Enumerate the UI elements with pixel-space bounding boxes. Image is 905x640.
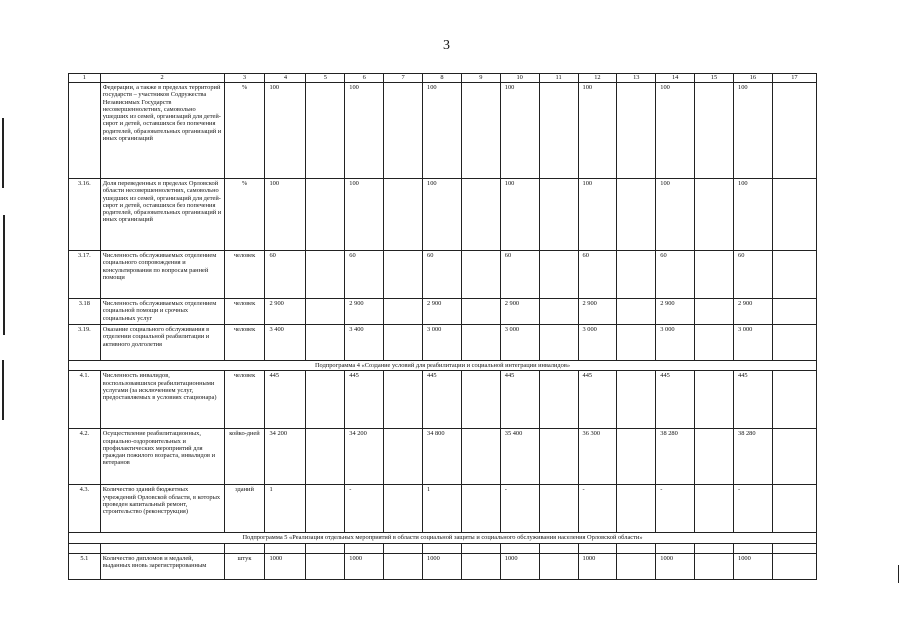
value-cell: 38 280 xyxy=(734,429,773,485)
empty-cell xyxy=(306,299,345,325)
value-cell: 2 900 xyxy=(500,299,539,325)
empty-cell xyxy=(384,543,423,553)
empty-cell xyxy=(461,325,500,361)
indicators-table xyxy=(68,73,817,580)
header-cell: 10 xyxy=(500,74,539,83)
value-cell: 3 000 xyxy=(423,325,462,361)
value-cell: 445 xyxy=(734,371,773,429)
header-cell: 17 xyxy=(772,74,816,83)
empty-cell xyxy=(461,179,500,251)
empty-cell xyxy=(461,429,500,485)
scan-edge-mark xyxy=(898,565,899,583)
unit-cell: зданий xyxy=(224,485,265,533)
empty-cell xyxy=(772,83,816,179)
row-number: 4.2. xyxy=(69,429,101,485)
value-cell: 100 xyxy=(656,179,695,251)
value-cell: 34 800 xyxy=(423,429,462,485)
scan-edge-mark xyxy=(2,360,4,420)
empty-cell xyxy=(69,543,101,553)
value-cell: 60 xyxy=(734,251,773,299)
empty-cell xyxy=(617,325,656,361)
empty-cell xyxy=(265,543,306,553)
header-cell: 9 xyxy=(461,74,500,83)
value-cell: 34 200 xyxy=(265,429,306,485)
empty-cell xyxy=(306,543,345,553)
empty-cell xyxy=(306,553,345,579)
empty-cell xyxy=(617,553,656,579)
empty-cell xyxy=(539,543,578,553)
empty-cell xyxy=(772,179,816,251)
empty-cell xyxy=(772,485,816,533)
row-number: 3.16. xyxy=(69,179,101,251)
value-cell: 3 000 xyxy=(578,325,617,361)
page-number: 3 xyxy=(443,38,450,53)
indicator-name: Численность инвалидов, воспользовавшихся реабилитационными услугами (за исключением услуг, предоставляемых в условиях стационара) xyxy=(100,371,224,429)
row-number: 3.19. xyxy=(69,325,101,361)
empty-cell xyxy=(345,543,384,553)
value-cell: 445 xyxy=(345,371,384,429)
empty-cell xyxy=(617,485,656,533)
empty-cell xyxy=(306,325,345,361)
empty-cell xyxy=(695,553,734,579)
empty-cell xyxy=(539,371,578,429)
section-title: Подпрограмма 5 «Реализация отдельных мероприятий в области социальной защиты и социального обслуживания населения Орловской области» xyxy=(69,533,817,543)
header-cell: 14 xyxy=(656,74,695,83)
value-cell: - xyxy=(345,485,384,533)
indicator-name: Осуществление реабилитационных, социально-оздоровительных и профилактических мероприятий для граждан пожилого возраста, инвалидов и ветеранов xyxy=(100,429,224,485)
table-row xyxy=(69,429,817,485)
value-cell: 1000 xyxy=(578,553,617,579)
empty-cell xyxy=(539,179,578,251)
value-cell: 60 xyxy=(578,251,617,299)
indicator-name: Численность обслуживаемых отделением социальной помощи и срочных социальных услуг xyxy=(100,299,224,325)
spacer-row xyxy=(69,543,817,553)
row-number: 4.1. xyxy=(69,371,101,429)
value-cell: 3 000 xyxy=(734,325,773,361)
value-cell: 445 xyxy=(423,371,462,429)
value-cell: 100 xyxy=(578,179,617,251)
value-cell: - xyxy=(578,485,617,533)
empty-cell xyxy=(384,251,423,299)
header-row xyxy=(69,74,817,83)
empty-cell xyxy=(539,553,578,579)
empty-cell xyxy=(306,371,345,429)
section-row xyxy=(69,533,817,543)
header-cell: 8 xyxy=(423,74,462,83)
value-cell: 100 xyxy=(345,83,384,179)
empty-cell xyxy=(695,325,734,361)
value-cell: 3 000 xyxy=(656,325,695,361)
table-row xyxy=(69,553,817,579)
empty-cell xyxy=(461,553,500,579)
value-cell: 100 xyxy=(265,83,306,179)
value-cell: 38 280 xyxy=(656,429,695,485)
row-number: 3.17. xyxy=(69,251,101,299)
empty-cell xyxy=(695,485,734,533)
empty-cell xyxy=(539,299,578,325)
empty-cell xyxy=(500,543,539,553)
value-cell: 100 xyxy=(578,83,617,179)
header-cell: 1 xyxy=(69,74,101,83)
scan-edge-mark xyxy=(2,118,4,188)
empty-cell xyxy=(695,251,734,299)
empty-cell xyxy=(617,179,656,251)
empty-cell xyxy=(617,543,656,553)
value-cell: 60 xyxy=(265,251,306,299)
empty-cell xyxy=(656,543,695,553)
empty-cell xyxy=(695,543,734,553)
empty-cell xyxy=(772,325,816,361)
empty-cell xyxy=(306,485,345,533)
header-cell: 13 xyxy=(617,74,656,83)
unit-cell: человек xyxy=(224,371,265,429)
value-cell: 100 xyxy=(345,179,384,251)
header-cell: 2 xyxy=(100,74,224,83)
empty-cell xyxy=(384,179,423,251)
row-number: 3.18 xyxy=(69,299,101,325)
value-cell: 445 xyxy=(500,371,539,429)
empty-cell xyxy=(384,553,423,579)
header-cell: 7 xyxy=(384,74,423,83)
empty-cell xyxy=(100,543,224,553)
value-cell: 34 200 xyxy=(345,429,384,485)
table-row xyxy=(69,83,817,179)
empty-cell xyxy=(695,299,734,325)
value-cell: 2 900 xyxy=(345,299,384,325)
value-cell: 1000 xyxy=(345,553,384,579)
indicator-name: Численность обслуживаемых отделением социального сопровождения и консультирования по вопросам ранней помощи xyxy=(100,251,224,299)
value-cell: 3 000 xyxy=(500,325,539,361)
value-cell: 2 900 xyxy=(578,299,617,325)
empty-cell xyxy=(384,485,423,533)
empty-cell xyxy=(306,251,345,299)
empty-cell xyxy=(224,543,265,553)
indicator-name: Федерации, а также в пределах территорий государств – участников Содружества Независимых Государств несовершеннолетних, самовольно ушедших из семей, организаций для детей-сирот и детей, оставшихся без попечения родителей, образовательных организаций и иных организаций xyxy=(100,83,224,179)
value-cell: - xyxy=(734,485,773,533)
value-cell: 445 xyxy=(656,371,695,429)
unit-cell: % xyxy=(224,179,265,251)
empty-cell xyxy=(461,299,500,325)
indicator-name: Количество дипломов и медалей, выданных вновь зарегистрированным xyxy=(100,553,224,579)
value-cell: 1000 xyxy=(500,553,539,579)
value-cell: 445 xyxy=(578,371,617,429)
value-cell: 100 xyxy=(265,179,306,251)
empty-cell xyxy=(617,299,656,325)
empty-cell xyxy=(539,83,578,179)
empty-cell xyxy=(306,83,345,179)
empty-cell xyxy=(384,325,423,361)
header-cell: 5 xyxy=(306,74,345,83)
value-cell: 1000 xyxy=(734,553,773,579)
empty-cell xyxy=(734,543,773,553)
header-cell: 3 xyxy=(224,74,265,83)
value-cell: 60 xyxy=(423,251,462,299)
section-title: Подпрограмма 4 «Создание условий для реабилитации и социальной интеграции инвалидов» xyxy=(69,361,817,371)
empty-cell xyxy=(578,543,617,553)
value-cell: 2 900 xyxy=(265,299,306,325)
empty-cell xyxy=(384,299,423,325)
value-cell: 60 xyxy=(656,251,695,299)
value-cell: 2 900 xyxy=(734,299,773,325)
header-cell: 6 xyxy=(345,74,384,83)
empty-cell xyxy=(461,543,500,553)
value-cell: 60 xyxy=(500,251,539,299)
empty-cell xyxy=(617,371,656,429)
header-cell: 15 xyxy=(695,74,734,83)
empty-cell xyxy=(384,83,423,179)
empty-cell xyxy=(617,83,656,179)
indicator-name: Количество зданий бюджетных учреждений Орловской области, в которых проведен капитальный ремонт, строительство (реконструкция) xyxy=(100,485,224,533)
table-row xyxy=(69,485,817,533)
empty-cell xyxy=(461,251,500,299)
scan-edge-mark xyxy=(3,215,5,335)
unit-cell: штук xyxy=(224,553,265,579)
value-cell: 100 xyxy=(734,83,773,179)
empty-cell xyxy=(306,179,345,251)
value-cell: - xyxy=(500,485,539,533)
value-cell: 35 400 xyxy=(500,429,539,485)
empty-cell xyxy=(695,429,734,485)
value-cell: 1 xyxy=(265,485,306,533)
section-row xyxy=(69,361,817,371)
unit-cell: койко-дней xyxy=(224,429,265,485)
empty-cell xyxy=(539,485,578,533)
empty-cell xyxy=(695,179,734,251)
empty-cell xyxy=(772,543,816,553)
empty-cell xyxy=(539,325,578,361)
row-number xyxy=(69,83,101,179)
value-cell: 1000 xyxy=(265,553,306,579)
empty-cell xyxy=(695,371,734,429)
value-cell: 100 xyxy=(500,83,539,179)
empty-cell xyxy=(461,485,500,533)
empty-cell xyxy=(423,543,462,553)
table-row xyxy=(69,251,817,299)
empty-cell xyxy=(772,299,816,325)
unit-cell: % xyxy=(224,83,265,179)
value-cell: 1 xyxy=(423,485,462,533)
indicator-name: Доля переведенных в пределах Орловской области несовершеннолетних, самовольно ушедших из семей, организаций для детей-сирот и детей, оставшихся без попечения родителей, образовательных организаций и иных организаций xyxy=(100,179,224,251)
indicator-name: Оказание социального обслуживания в отделении социальной реабилитации и активного долголетия xyxy=(100,325,224,361)
unit-cell: человек xyxy=(224,299,265,325)
empty-cell xyxy=(772,553,816,579)
value-cell: 1000 xyxy=(656,553,695,579)
row-number: 5.1 xyxy=(69,553,101,579)
empty-cell xyxy=(384,371,423,429)
header-cell: 4 xyxy=(265,74,306,83)
empty-cell xyxy=(772,251,816,299)
value-cell: 1000 xyxy=(423,553,462,579)
value-cell: 2 900 xyxy=(656,299,695,325)
empty-cell xyxy=(772,371,816,429)
row-number: 4.3. xyxy=(69,485,101,533)
value-cell: 100 xyxy=(423,179,462,251)
header-cell: 11 xyxy=(539,74,578,83)
empty-cell xyxy=(617,251,656,299)
table-row xyxy=(69,179,817,251)
unit-cell: человек xyxy=(224,251,265,299)
empty-cell xyxy=(461,371,500,429)
table-row xyxy=(69,371,817,429)
empty-cell xyxy=(384,429,423,485)
table-row xyxy=(69,299,817,325)
value-cell: 100 xyxy=(500,179,539,251)
empty-cell xyxy=(539,429,578,485)
empty-cell xyxy=(772,429,816,485)
value-cell: 100 xyxy=(734,179,773,251)
value-cell: 100 xyxy=(423,83,462,179)
unit-cell: человек xyxy=(224,325,265,361)
empty-cell xyxy=(539,251,578,299)
value-cell: 60 xyxy=(345,251,384,299)
value-cell: 100 xyxy=(656,83,695,179)
value-cell: 3 400 xyxy=(265,325,306,361)
value-cell: 36 300 xyxy=(578,429,617,485)
value-cell: - xyxy=(656,485,695,533)
empty-cell xyxy=(461,83,500,179)
header-cell: 12 xyxy=(578,74,617,83)
value-cell: 3 400 xyxy=(345,325,384,361)
empty-cell xyxy=(695,83,734,179)
empty-cell xyxy=(306,429,345,485)
header-cell: 16 xyxy=(734,74,773,83)
empty-cell xyxy=(617,429,656,485)
value-cell: 445 xyxy=(265,371,306,429)
table-row xyxy=(69,325,817,361)
value-cell: 2 900 xyxy=(423,299,462,325)
